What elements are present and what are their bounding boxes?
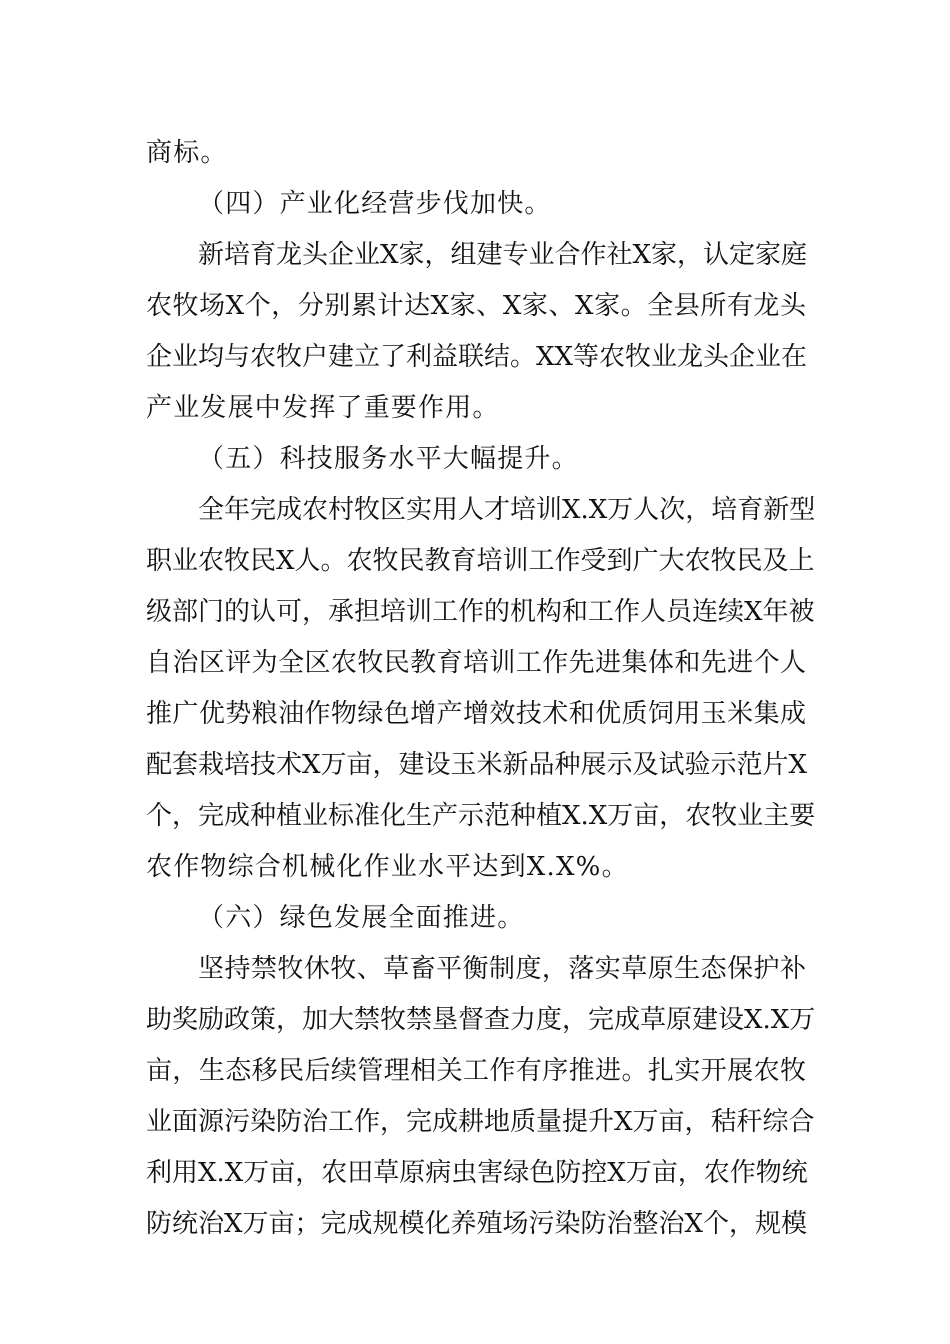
text-line: 业面源污染防治工作，完成耕地质量提升X万亩，秸秆综合 [146, 1107, 815, 1137]
text-line: 坚持禁牧休牧、草畜平衡制度，落实草原生态保护补 [198, 954, 806, 984]
document-body [146, 128, 816, 1250]
text-line: 全年完成农村牧区实用人才培训X.X万人次，培育新型 [198, 495, 816, 525]
text-line: 职业农牧民X人。农牧民教育培训工作受到广大农牧民及上 [146, 546, 815, 576]
text-line: 级部门的认可，承担培训工作的机构和工作人员连续X年被 [146, 597, 815, 627]
section-heading: （六）绿色发展全面推进。 [198, 903, 525, 933]
text-line: 助奖励政策，加大禁牧禁垦督查力度，完成草原建设X.X万 [146, 1005, 816, 1035]
text-line: 防统治X万亩；完成规模化养殖场污染防治整治X个，规模 [146, 1209, 808, 1239]
text-line: 个，完成种植业标准化生产示范种植X.X万亩，农牧业主要 [146, 801, 816, 831]
text-line: 利用X.X万亩，农田草原病虫害绿色防控X万亩，农作物统 [146, 1158, 808, 1188]
section-heading: （五）科技服务水平大幅提升。 [198, 444, 579, 474]
text-line: 自治区评为全区农牧民教育培训工作先进集体和先进个人 [146, 648, 806, 678]
text-line: 推广优势粮油作物绿色增产增效技术和优质饲用玉米集成 [146, 699, 806, 729]
text-line: 配套栽培技术X万亩，建设玉米新品种展示及试验示范片X [146, 750, 808, 780]
text-line: 农牧场X个，分别累计达X家、X家、X家。全县所有龙头 [146, 291, 806, 321]
text-line: 亩，生态移民后续管理相关工作有序推进。扎实开展农牧 [146, 1056, 806, 1086]
text-line: 企业均与农牧户建立了利益联结。XX等农牧业龙头企业在 [146, 342, 808, 372]
text-line: 新培育龙头企业X家，组建专业合作社X家，认定家庭 [198, 240, 808, 270]
section-heading: （四）产业化经营步伐加快。 [198, 189, 552, 219]
text-line: 农作物综合机械化作业水平达到X.X%。 [146, 852, 629, 882]
text-line: 产业发展中发挥了重要作用。 [146, 393, 500, 423]
text-line: 商标。 [146, 138, 228, 168]
